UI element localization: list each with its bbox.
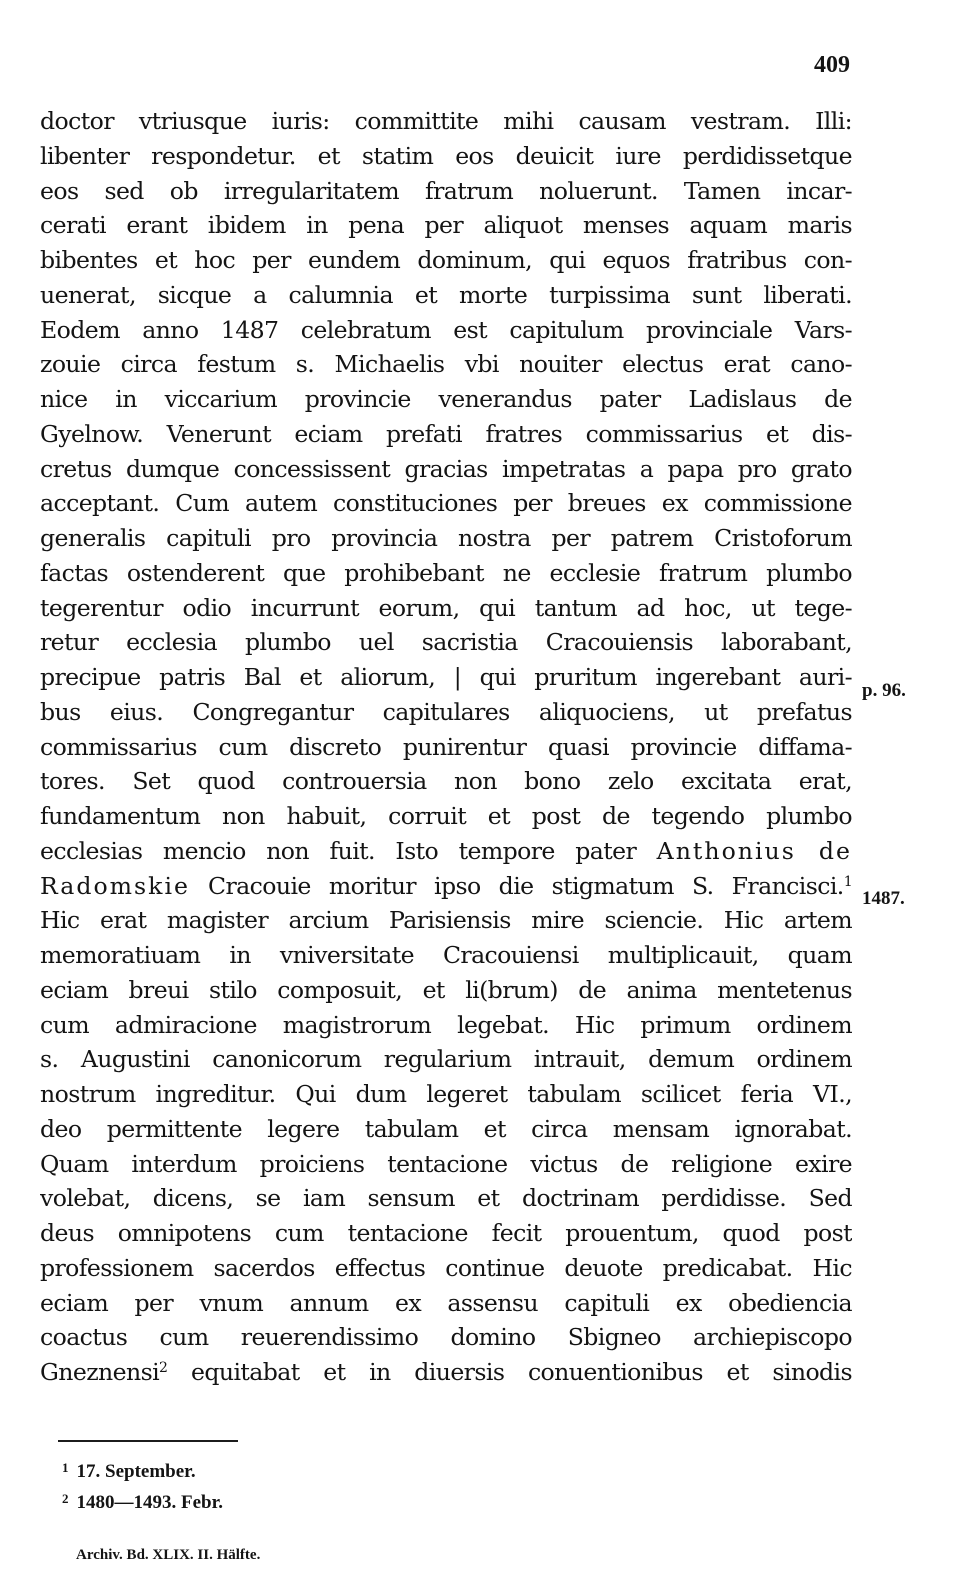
text-line: zouie circa festum s. Michaelis vbi nouiter electus erat cano- xyxy=(40,350,852,379)
margin-note-page-ref: p. 96. xyxy=(862,680,906,701)
text-line: deus omnipotens cum tentacione fecit prouentum, quod post xyxy=(40,1219,852,1247)
text-line: eciam breui stilo composuit, et li(brum) de anima mentetenus xyxy=(40,975,852,1004)
text-line: acceptant. Cum autem constituciones per breues ex commissione xyxy=(40,489,852,518)
text-line-with-name xyxy=(40,834,852,869)
text-line: precipue patris Bal et aliorum, | qui pruritum ingerebant auri- xyxy=(40,663,852,691)
text-line: bus eius. Congregantur capitulares aliquociens, ut prefatus xyxy=(40,697,852,726)
text-line: volebat, dicens, se iam sensum et doctrinam perdidisse. Sed xyxy=(40,1184,852,1213)
text-line-with-name xyxy=(40,869,852,904)
text-segment: Cracouie moritur ipso die stigmatum S. Francisci. xyxy=(208,871,844,900)
footnote-marker: 2 xyxy=(159,1360,168,1376)
text-line: retur ecclesia plumbo uel sacristia Cracouiensis laborabant, xyxy=(40,628,852,657)
text-line: tores. Set quod controuersia non bono zelo excitata erat, xyxy=(40,767,852,796)
spaced-name: Anthonius de xyxy=(656,836,852,865)
text-line: nice in viccarium provincie venerandus pater Ladislaus de xyxy=(40,385,852,413)
footnote-number: 1 xyxy=(62,1460,69,1475)
footnote xyxy=(62,1456,562,1487)
text-line: s. Augustini canonicorum regularium intrauit, demum ordinem xyxy=(40,1045,852,1074)
text-line: coactus cum reuerendissimo domino Sbigneo archiepiscopo xyxy=(40,1323,852,1352)
text-line: tegerentur odio incurrunt eorum, qui tantum ad hoc, ut tege- xyxy=(40,593,852,622)
text-line: deo permittente legere tabulam et circa mensam ignorabat. xyxy=(40,1114,852,1143)
text-line: uenerat, sicque a calumnia et morte turpissima sunt liberati. xyxy=(40,280,852,309)
text-line: doctor vtriusque iuris: committite mihi causam vestram. Illi: xyxy=(40,107,852,135)
text-segment: equitabat et in diuersis conuentionibus et sinodis xyxy=(191,1358,852,1386)
page-number: 409 xyxy=(814,52,850,78)
text-segment: ecclesias mencio non fuit. Isto tempore pater xyxy=(40,836,637,865)
text-line: cretus dumque concessissent gracias impetratas a papa pro grato xyxy=(40,454,852,483)
footnote-text: 17. September. xyxy=(76,1461,196,1482)
text-line: bibentes et hoc per eundem dominum, qui equos fratribus con- xyxy=(40,246,852,274)
text-line: Hic erat magister arcium Parisiensis mire sciencie. Hic artem xyxy=(40,906,852,935)
body-text xyxy=(40,104,852,1390)
margin-note-year: 1487. xyxy=(862,888,905,909)
spaced-name: Radomskie xyxy=(40,871,190,900)
text-line: Eodem anno 1487 celebratum est capitulum provinciale Vars- xyxy=(40,315,852,344)
printer-signature: Archiv. Bd. XLIX. II. Hälfte. xyxy=(76,1547,261,1563)
footnote xyxy=(62,1487,562,1518)
text-line: factas ostenderent que prohibebant ne ecclesie fratrum plumbo xyxy=(40,558,852,587)
text-line: cum admiracione magistrorum legebat. Hic primum ordinem xyxy=(40,1010,852,1039)
footnote-marker: 1 xyxy=(843,873,852,890)
footnote-number: 2 xyxy=(62,1491,69,1506)
footnote-divider xyxy=(58,1440,238,1442)
text-line: Quam interdum proiciens tentacione victus de religione exire xyxy=(40,1149,852,1178)
text-line: fundamentum non habuit, corruit et post de tegendo plumbo xyxy=(40,802,852,830)
footnotes xyxy=(62,1456,562,1518)
text-line: libenter respondetur. et statim eos deuicit iure perdidissetque xyxy=(40,141,852,170)
footnote-text: 1480—1493. Febr. xyxy=(76,1492,224,1513)
text-line: eos sed ob irregularitatem fratrum noluerunt. Tamen incar- xyxy=(40,176,852,205)
text-line-with-footnote xyxy=(40,1355,852,1390)
text-line: Gyelnow. Venerunt eciam prefati fratres commissarius et dis- xyxy=(40,419,852,448)
text-line: cerati erant ibidem in pena per aliquot menses aquam maris xyxy=(40,211,852,240)
text-line: professionem sacerdos effectus continue deuote predicabat. Hic xyxy=(40,1253,852,1282)
text-line: nostrum ingreditur. Qui dum legeret tabulam scilicet feria VI., xyxy=(40,1080,852,1108)
text-line: generalis capituli pro provincia nostra per patrem Cristoforum xyxy=(40,524,852,552)
text-line: commissarius cum discreto punirentur quasi provincie diffama- xyxy=(40,732,852,761)
text-line: eciam per vnum annum ex assensu capituli ex obediencia xyxy=(40,1288,852,1317)
text-line: memoratiuam in vniversitate Cracouiensi multiplicauit, quam xyxy=(40,941,852,969)
text-segment: Gneznensi xyxy=(40,1358,160,1386)
